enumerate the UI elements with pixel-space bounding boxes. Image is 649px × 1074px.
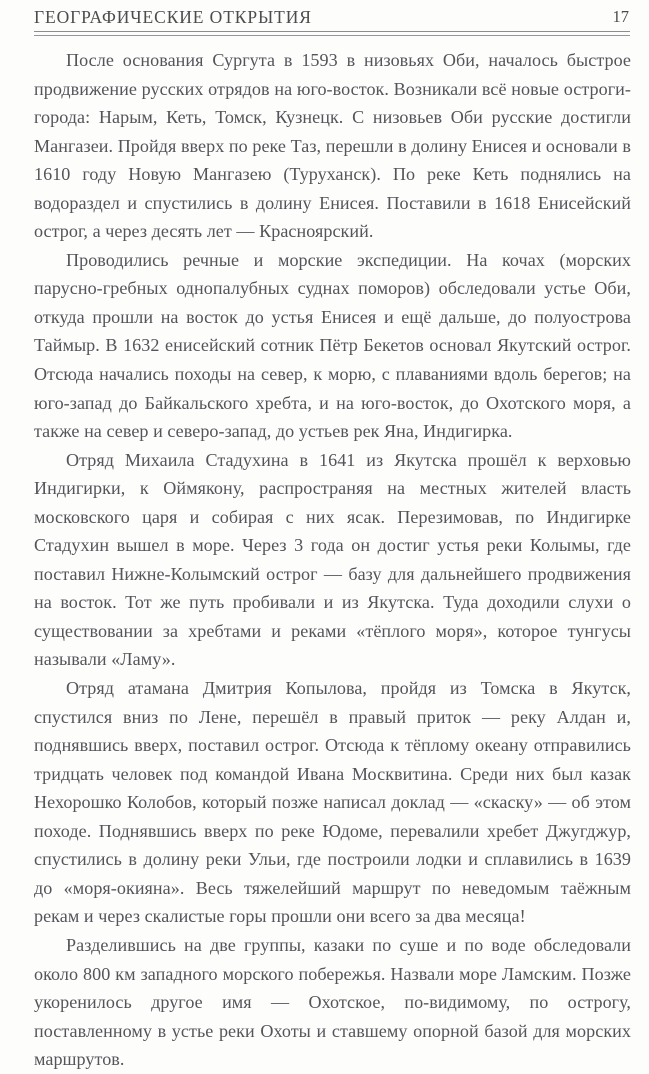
paragraph: Отряд атамана Дмитрия Копылова, пройдя из Томска в Якутск, спустился вниз по Лене, перешёл в правый приток — реку Алдан и, поднявшись вверх, поставил острог. Отсюда к тёплому океану отправились тридцать человек под командой Ивана Москвитина. Среди них был казак Нехорошко Колобов, который позже написал доклад — «скаску» — об этом походе. Поднявшись вверх по реке Юдоме, перевалили хребет Джугджур, спустились в долину реки Ульи, где построили лодки и сплавились в 1639 до «моря-окияна». Весь тяжелейший маршрут по неведомым таёжным рекам и через скалистые горы прошли они всего за два месяца! — [34, 678, 631, 927]
paragraph: Проводились речные и морские экспедиции. На кочах (морских парусно-гребных однопалубных суднах поморов) обследовали устье Оби, откуда прошли на восток до устья Енисея и ещё дальше, до полуострова Таймыр. В 1632 енисейский сотник Пётр Бекетов основал Якутский острог. Отсюда начались походы на север, к морю, с плаваниями вдоль берегов; на юго-запад до Байкальского хребта, и на юго-восток, до Охотского моря, а также на север и северо-запад, до устьев рек Яна, Индигирка. — [34, 249, 631, 442]
body-text-column — [34, 46, 631, 1074]
paragraph: Разделившись на две группы, казаки по суше и по воде обследовали около 800 км западного морского побережья. Назвали море Ламским. Позже укоренилось другое имя — Охотское, по-видимому, по острогу, поставленному в устье реки Охоты и ставшему опорной базой для морских маршрутов. — [34, 934, 631, 1070]
running-head-title: ГЕОГРАФИЧЕСКИЕ ОТКРЫТИЯ — [34, 7, 312, 27]
paragraph: После основания Сургута в 1593 в низовьях Оби, началось быстрое продвижение русских отрядов на юго-восток. Возникали всё новые остроги-города: Нарым, Кеть, Томск, Кузнецк. С низовьев Оби русские достигли Мангазеи. Пройдя вверх по реке Таз, перешли в долину Енисея и основали в 1610 году Новую Мангазею (Туруханск). По реке Кеть поднялись на водораздел и спустились в долину Енисея. Поставили в 1618 Енисейский острог, а через десять лет — Красноярский. — [34, 50, 631, 242]
header-rule-bottom — [34, 35, 630, 36]
header-double-rule — [34, 31, 630, 38]
running-head — [34, 7, 630, 31]
header-rule-top — [34, 31, 630, 32]
page-number: 17 — [612, 7, 629, 26]
paragraph: Отряд Михаила Стадухина в 1641 из Якутска прошёл к верховью Индигирки, к Оймякону, распространяя на местных жителей власть московского царя и собирая с них ясак. Перезимовав, по Индигирке Стадухин вышел в море. Через 3 года он достиг устья реки Колымы, где поставил Нижне-Колымский острог — базу для дальнейшего продвижения на восток. Тот же путь пробивали и из Якутска. Туда доходили слухи о существовании за хребтами и реками «тёплого моря», которое тунгусы называли «Ламу». — [34, 449, 631, 670]
